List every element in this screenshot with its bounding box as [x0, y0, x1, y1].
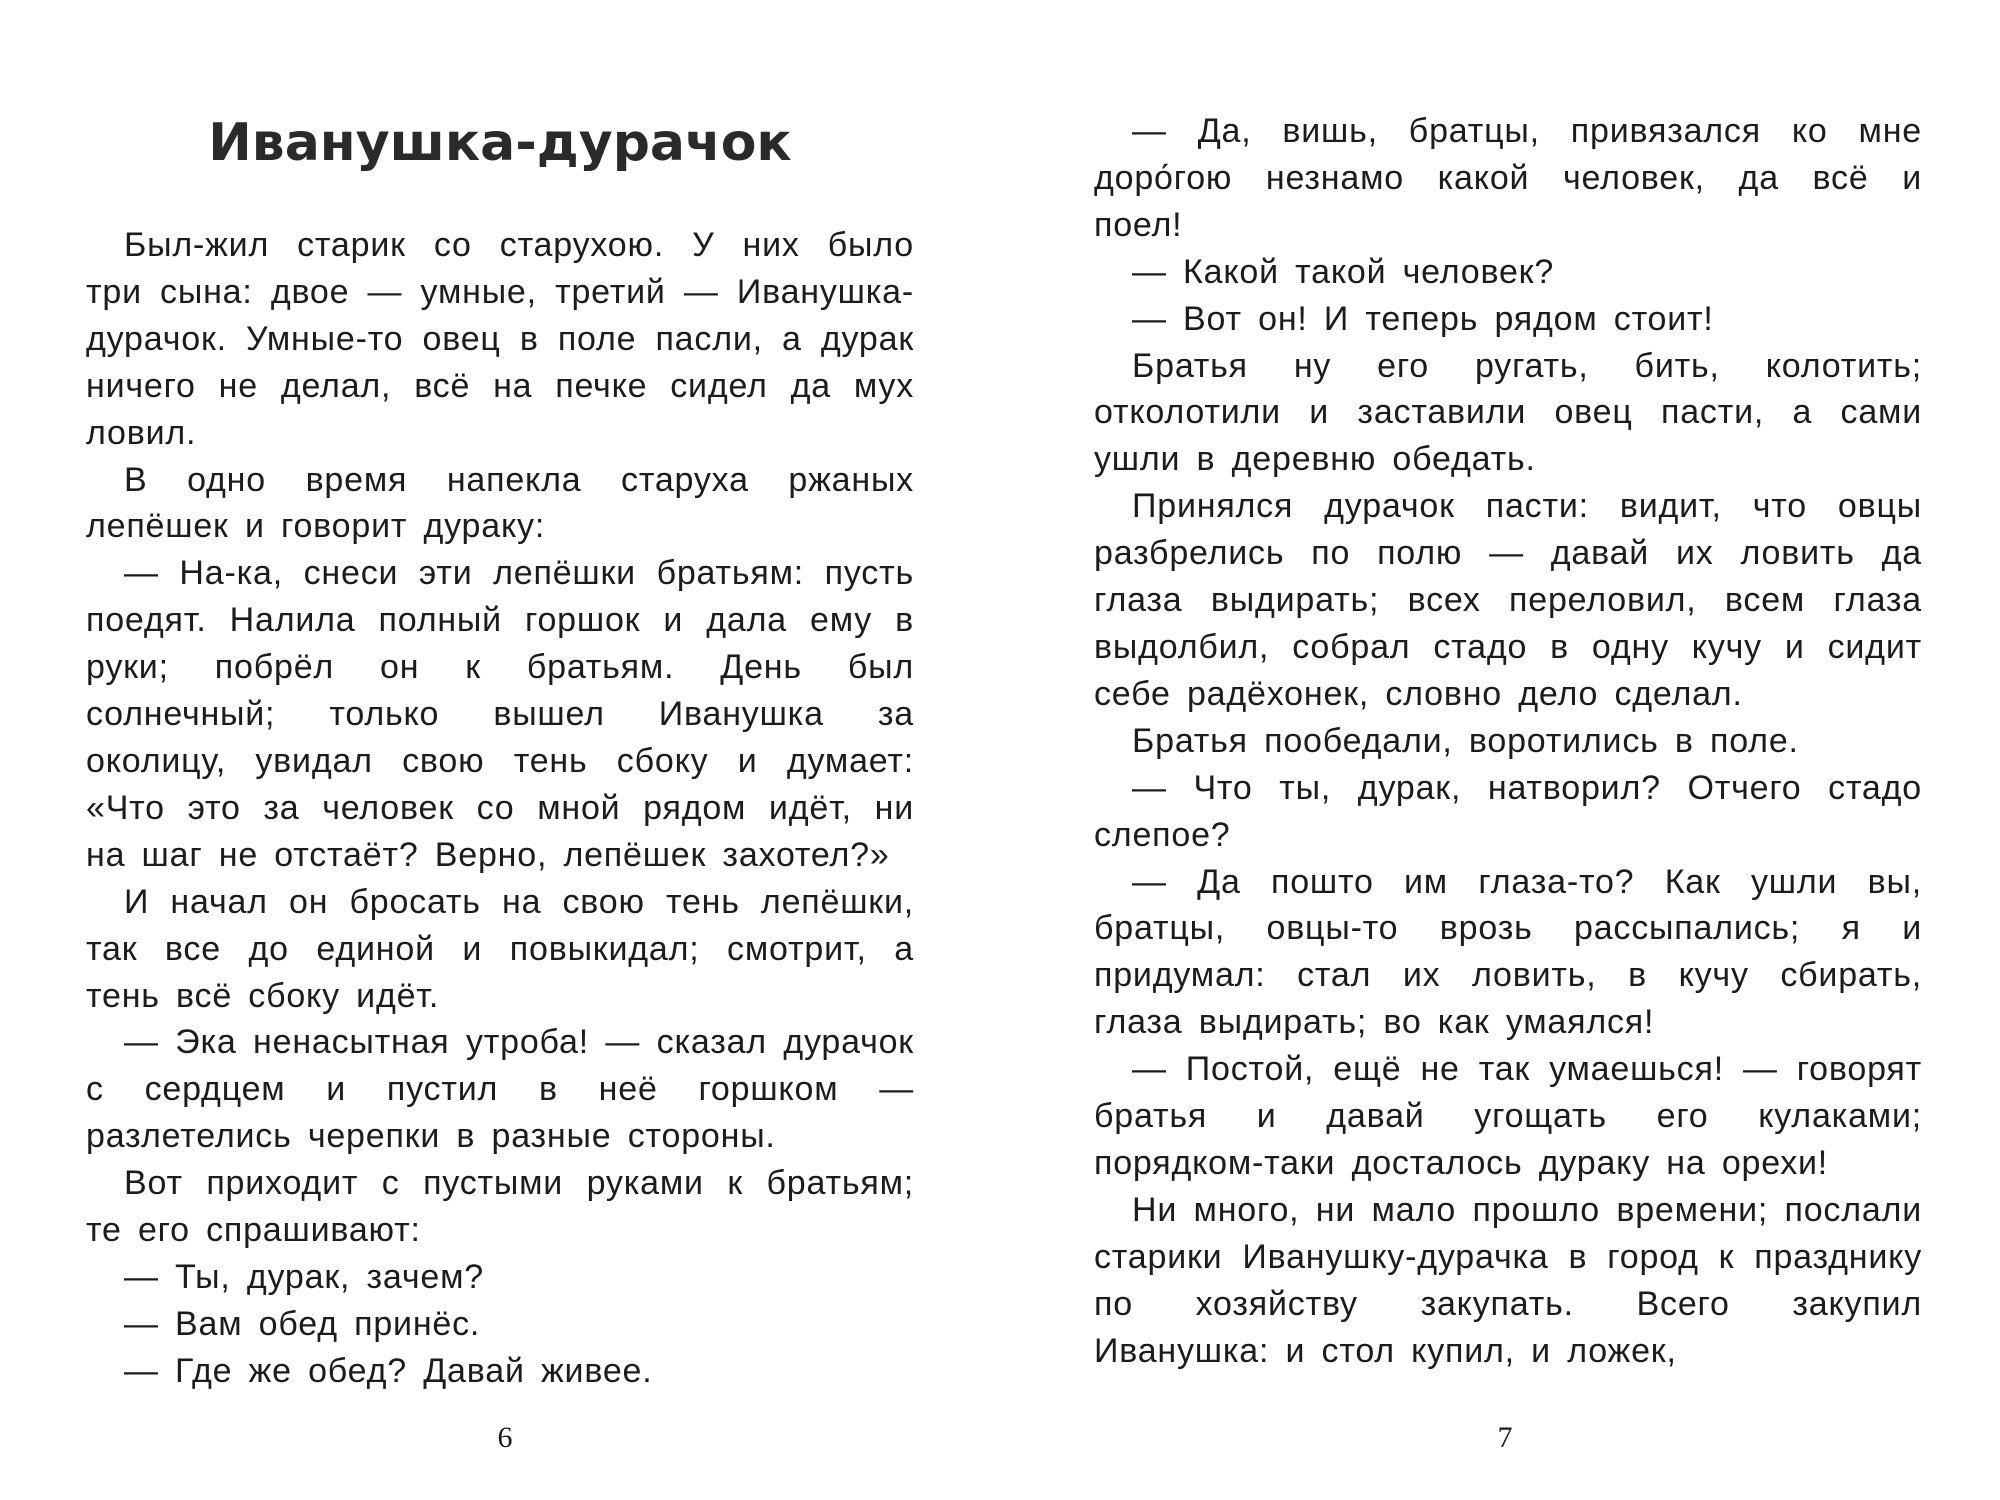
left-page-text [86, 222, 914, 1395]
paragraph: Принялся дурачок пасти: видит, что овцы разбрелись по полю — давай их ловить да глаза выдирать; всех переловил, всем глаза выдолбил, собрал стадо в одну кучу и сидит себе радёхонек, словно дело сделал. [1094, 487, 1922, 713]
paragraph: Был-жил старик со старухою. У них было три сына: двое — умные, третий — Иванушка-дурачок. Умные-то овец в поле пасли, а дурак ничего не делал, всё на печке сидел да мух ловил. [86, 226, 914, 452]
paragraph: — Где же обед? Давай живее. [124, 1351, 653, 1390]
paragraph: — Вам обед принёс. [124, 1304, 481, 1343]
right-page [1000, 0, 2000, 1500]
paragraph: Братья пообедали, воротились в поле. [1132, 721, 1799, 760]
paragraph: Ни много, ни мало прошло времени; послали старики Иванушку-дурачка в город к празднику по хозяйству закупать. Всего закупил Иванушка: и стол купил, и ложек, [1094, 1190, 1922, 1370]
paragraph: — Да, вишь, братцы, привязался ко мне доро́гою незнамо какой человек, да всё и поел! [1094, 112, 1922, 244]
paragraph: — Что ты, дурак, натворил? Отчего стадо слепое? [1094, 768, 1922, 854]
paragraph: — Вот он! И теперь рядом стоит! [1132, 299, 1714, 338]
paragraph: — Да пошто им глаза-то? Как ушли вы, братцы, овцы-то врозь рассыпались; я и придумал: стал их ловить, в кучу сбирать, глаза выдирать; во как умаялся! [1094, 862, 1922, 1042]
page-number-left: 6 [497, 1421, 513, 1454]
page-number-right: 7 [1497, 1421, 1513, 1454]
paragraph: — Ты, дурак, зачем? [124, 1257, 484, 1296]
paragraph: — Эка ненасытная утроба! — сказал дурачок с сердцем и пустил в неё горшком — разлетелись черепки в разные стороны. [86, 1023, 914, 1156]
right-page-text [1094, 108, 1922, 1374]
paragraph: — На-ка, снеси эти лепёшки братьям: пусть поедят. Налила полный горшок и дала ему в руки; побрёл он к братьям. День был солнечный; только вышел Иванушка за околицу, увидал свою тень сбоку и думает: «Что это за человек со мной рядом идёт, ни на шаг не отстаёт? Верно, лепёшек захотел?» [86, 554, 914, 874]
paragraph: — Какой такой человек? [1132, 252, 1555, 291]
paragraph: — Постой, ещё не так умаешься! — говорят братья и давай угощать его кулаками; порядком-таки досталось дураку на орехи! [1094, 1050, 1922, 1182]
paragraph: И начал он бросать на свою тень лепёшки, так все до единой и повыкидал; смотрит, а тень всё сбоку идёт. [86, 882, 914, 1015]
paragraph: Братья ну его ругать, бить, колотить; отколотили и заставили овец пасти, а сами ушли в деревню обедать. [1094, 346, 1922, 479]
story-title: Иванушка-дурачок [208, 113, 792, 173]
paragraph: Вот приходит с пустыми руками к братьям; те его спрашивают: [86, 1164, 914, 1250]
paragraph: В одно время напекла старуха ржаных лепёшек и говорит дураку: [86, 460, 914, 546]
